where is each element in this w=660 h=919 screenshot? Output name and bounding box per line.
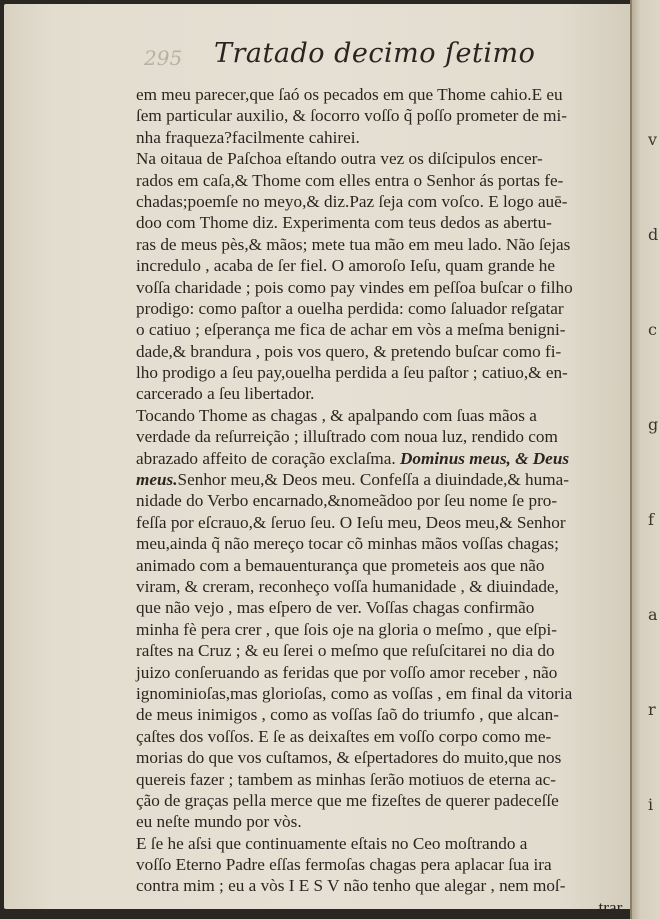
text-line: verdade da reſurreição ; illuſtrado com noua luz, rendido com: [136, 427, 558, 447]
text-line: voſſo Eterno Padre eſſas fermoſas chagas pera aplacar ſua ira: [136, 855, 552, 875]
next-page-fragment: i: [648, 795, 654, 814]
text-line: contra mim ; eu a vòs I E S V não tenho que alegar , nem moſ-: [136, 876, 566, 896]
next-page-fragment: c: [648, 320, 657, 339]
next-page-fragment: g: [648, 415, 659, 434]
text-line: incredulo , acaba de ſer fiel. O amoroſo Ieſu, quam grande he: [136, 256, 556, 276]
text-line: raſtes na Cruz ; & eu ſerei o meſmo que reſuſcitarei no dia do: [136, 641, 555, 661]
text-line: juizo conſeruando as feridas que por voſſo amor receber , não: [136, 662, 558, 682]
text-line: voſſa charidade ; pois como pay vindes em peſſoa buſcar o filho: [136, 277, 573, 297]
folio-bleedthrough: 295: [144, 46, 183, 70]
text-line: trar,: [598, 897, 626, 917]
text-line: E ſe he aſsi que continuamente eſtais no Ceo moſtrando a: [136, 833, 528, 853]
text-line: ras de meus pès,& mãos; mete tua mão em meu lado. Não ſejas: [136, 234, 571, 254]
text-line: rados em caſa,& Thome com elles entra o Senhor ás portas fe-: [136, 170, 564, 190]
text-line: nidade do Verbo encarnado,&nomeãdoo por ſeu nome ſe pro-: [136, 491, 558, 511]
text-line: ção de graças pella merce que me fizeſtes de querer padeceſſe: [136, 790, 559, 810]
text-line: [136, 448, 626, 469]
text-line: ſem particular auxilio, & ſocorro voſſo q̃ poſſo prometer de mi-: [136, 106, 568, 126]
next-page-edge: [632, 0, 660, 919]
next-page-fragment: f: [648, 510, 654, 529]
book-page: [4, 4, 632, 917]
text-line: o catiuo ; eſperança me fica de achar em vòs a meſma benigni-: [136, 320, 566, 340]
text-line: feſſa por eſcrauo,& ſeruo ſeu. O Ieſu meu, Deos meu,& Senhor: [136, 512, 566, 532]
text-line: minha fè pera crer , que ſois oje na gloria o meſmo , que eſpi-: [136, 619, 557, 639]
latin-quote: meus.: [136, 470, 178, 490]
text-line: çaſtes dos voſſos. E ſe as deixaſtes em voſſo corpo como me-: [136, 726, 552, 746]
text-line: dade,& brandura , pois vos quero, & pretendo buſcar como fi-: [136, 341, 562, 361]
next-page-fragment: v: [648, 130, 658, 149]
next-page-fragment: a: [648, 605, 658, 624]
text-line: prodigo: como paſtor a ouelha perdida: como ſaluador reſgatar: [136, 298, 564, 318]
text-line: lho prodigo a ſeu pay,ouelha perdida a ſeu paſtor ; catiuo,& en-: [136, 363, 568, 383]
text-line: nha fraqueza?facilmente cahirei.: [136, 127, 360, 147]
next-page-fragment: r: [648, 700, 656, 719]
text-line: que não vejo , mas eſpero de ver. Voſſas chagas confirmão: [136, 598, 535, 618]
text-line: de meus inimigos , como as voſſas ſaõ do triumfo , que alcan-: [136, 705, 559, 725]
text-line: ignominioſas,mas glorioſas, como as voſſas , em final da vitoria: [136, 683, 573, 703]
text-line: chadas;poemſe no meyo,& diz.Paz ſeja com voſco. E logo auē-: [136, 191, 568, 211]
text-run: Senhor meu,& Deos meu. Confeſſa a diuindade,& huma-: [177, 470, 569, 490]
text-run: abrazado affeito de coração exclaſma.: [136, 448, 401, 468]
text-line: eu neſte mundo por vòs.: [136, 812, 302, 832]
text-line: carcerado a ſeu libertador.: [136, 384, 315, 404]
text-line: animado com a bemauenturança que prometeis aos que não: [136, 555, 545, 575]
running-head: Tratado decimo ſetimo: [214, 38, 536, 69]
next-page-fragment: d: [648, 225, 659, 244]
latin-quote: Dominus meus, & Deus: [400, 448, 570, 468]
text-line: doo com Thome diz. Experimenta com teus dedos as abertu-: [136, 213, 552, 233]
text-line: viram, & creram, reconheço voſſa humanidade , & diuindade,: [136, 576, 559, 596]
text-line: meu,ainda q̃ não mereço tocar cõ minhas mãos voſſas chagas;: [136, 534, 559, 554]
text-line: [136, 469, 626, 490]
text-line: em meu parecer,que ſaó os pecados em que Thome cahio.E eu: [136, 85, 563, 104]
text-line: Na oitaua de Paſchoa eſtando outra vez os diſcipulos encer-: [136, 149, 543, 169]
text-line: quereis fazer ; tambem as minhas ſerão motiuos de eterna ac-: [136, 769, 556, 789]
text-line: Tocando Thome as chagas , & apalpando com ſuas mãos a: [136, 405, 537, 425]
text-line: morias do que vos cuſtamos, & eſpertadores do muito,que nos: [136, 748, 562, 768]
body-text: [136, 84, 626, 918]
